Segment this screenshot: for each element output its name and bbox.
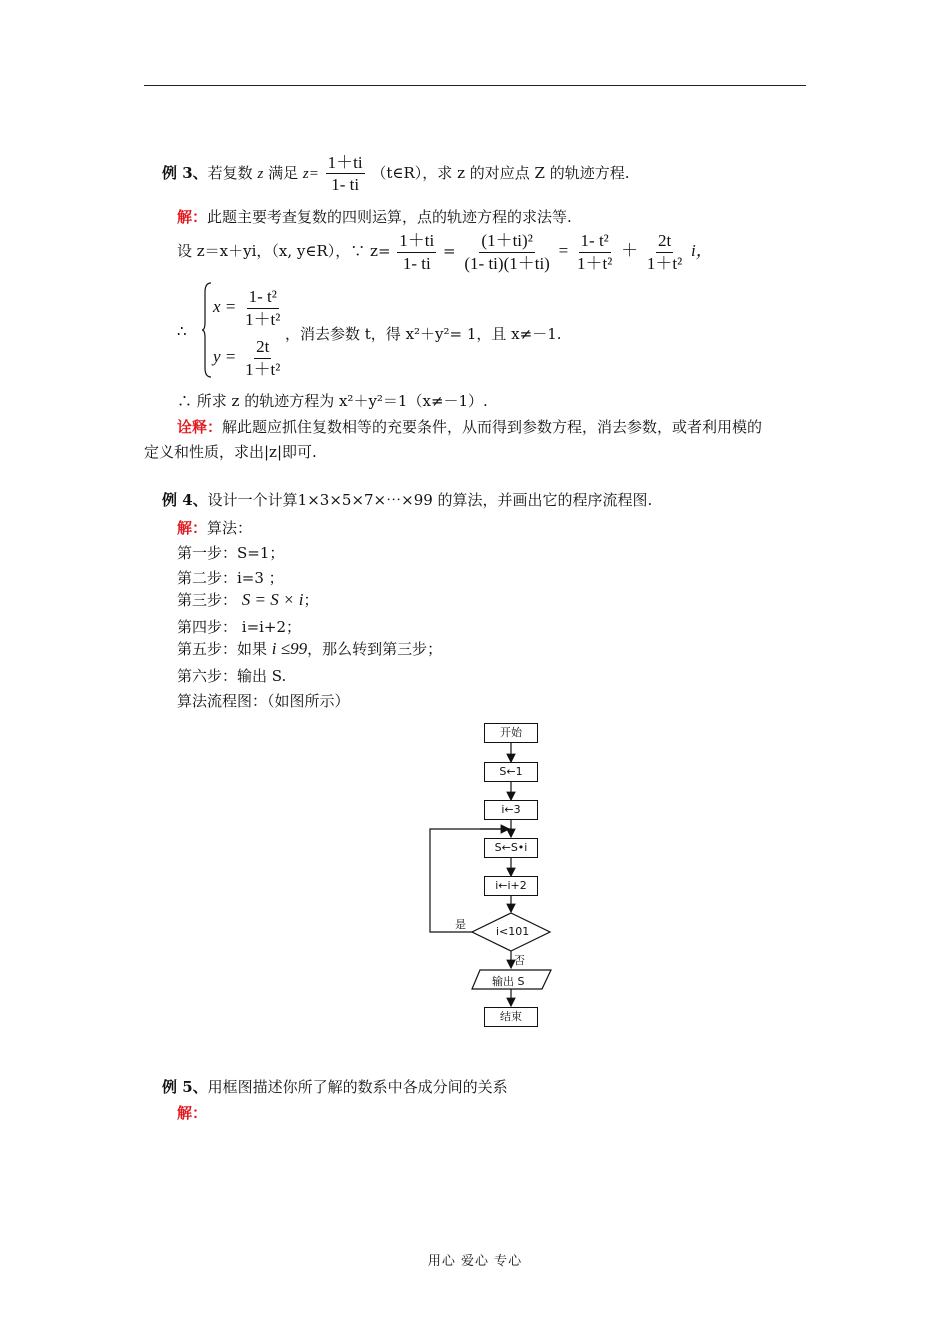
ex3-note: 诠释：解此题应抓住复数相等的充要条件，从而得到参数方程，消去参数，或者利用模的: [177, 418, 763, 436]
step-2: 第二步：i=3 ；: [177, 569, 284, 587]
therefore-symbol: ∴: [177, 322, 187, 340]
step-1: 第一步：S=1；: [177, 544, 285, 562]
flow-no-label: 否: [514, 954, 525, 967]
ex3-question: 例 3、若复数 z 满足 z= $\frac{1+ti}{1- ti}$ （t∈R），求 z 的对应点 Z 的轨迹方程.: [162, 153, 630, 195]
step-3: 第三步： S = S × i；: [177, 590, 319, 609]
ex5-question: 例 5、用框图描述你所了解的数系中各成分间的关系: [162, 1078, 508, 1096]
ex4-solution: 解：算法：: [177, 519, 253, 537]
elimination-text: ，消去参数 t，得 x²＋y²= 1，且 x≠－1.: [285, 325, 562, 343]
ex4-question: 例 4、设计一个计算1×3×5×7×⋯×99 的算法，并画出它的程序流程图.: [162, 491, 653, 509]
system-x: x = $\frac{\text{1- t²}}{\text{1＋t²}}$: [213, 287, 281, 329]
ex3-conclusion: ∴ 所求 z 的轨迹方程为 x²＋y²＝1（x≠－1）.: [177, 392, 488, 410]
flow-init-s: S←1: [484, 762, 538, 782]
ex3-label: 例 3、: [162, 163, 208, 182]
flow-init-i: i←3: [484, 800, 538, 820]
ex3-condition: （t∈R），求 z 的对应点 Z 的轨迹方程.: [371, 163, 630, 182]
step-5: 第五步：如果 i ≤99，那么转到第三步；: [177, 639, 443, 658]
flow-end: 结束: [484, 1007, 538, 1027]
page-footer: 用心 爱心 专心: [427, 1254, 523, 1269]
flowchart-title: 算法流程图：（如图所示）: [177, 692, 350, 710]
flow-start: 开始: [484, 723, 538, 743]
flow-output: 输出 S: [492, 975, 525, 988]
flow-yes-label: 是: [455, 918, 466, 931]
system-y: y = $\frac{2t}{\text{1＋t²}}$: [213, 337, 281, 379]
ex3-derivation: 设 z＝x＋yi，（x, y∈R），∵ z= $\frac{1+ti}{1- ti}$ = $\frac{\text{(1＋ti)²}}{(1- ti)(1+ti)}$ = $\frac{\text{1- t²}}{\text{1＋t²}}$ ＋ $\frac{2t}{\text{1＋t²}}$ i，: [177, 231, 713, 273]
step-4: 第四步： i=i+2；: [177, 618, 302, 636]
ex3-note-cont: 定义和性质，求出|z|即可.: [144, 443, 317, 461]
flow-multiply: S←S•i: [484, 838, 538, 858]
flow-condition: i<101: [496, 925, 530, 938]
step-6: 第六步：输出 S.: [177, 667, 287, 685]
flow-increment: i←i+2: [484, 876, 538, 896]
ex3-solution: 解：此题主要考查复数的四则运算，点的轨迹方程的求法等.: [177, 208, 572, 226]
ex5-solution-label: 解：: [177, 1104, 208, 1122]
ex3-fraction: $\frac{1+ti}{1- ti}$: [327, 153, 363, 195]
